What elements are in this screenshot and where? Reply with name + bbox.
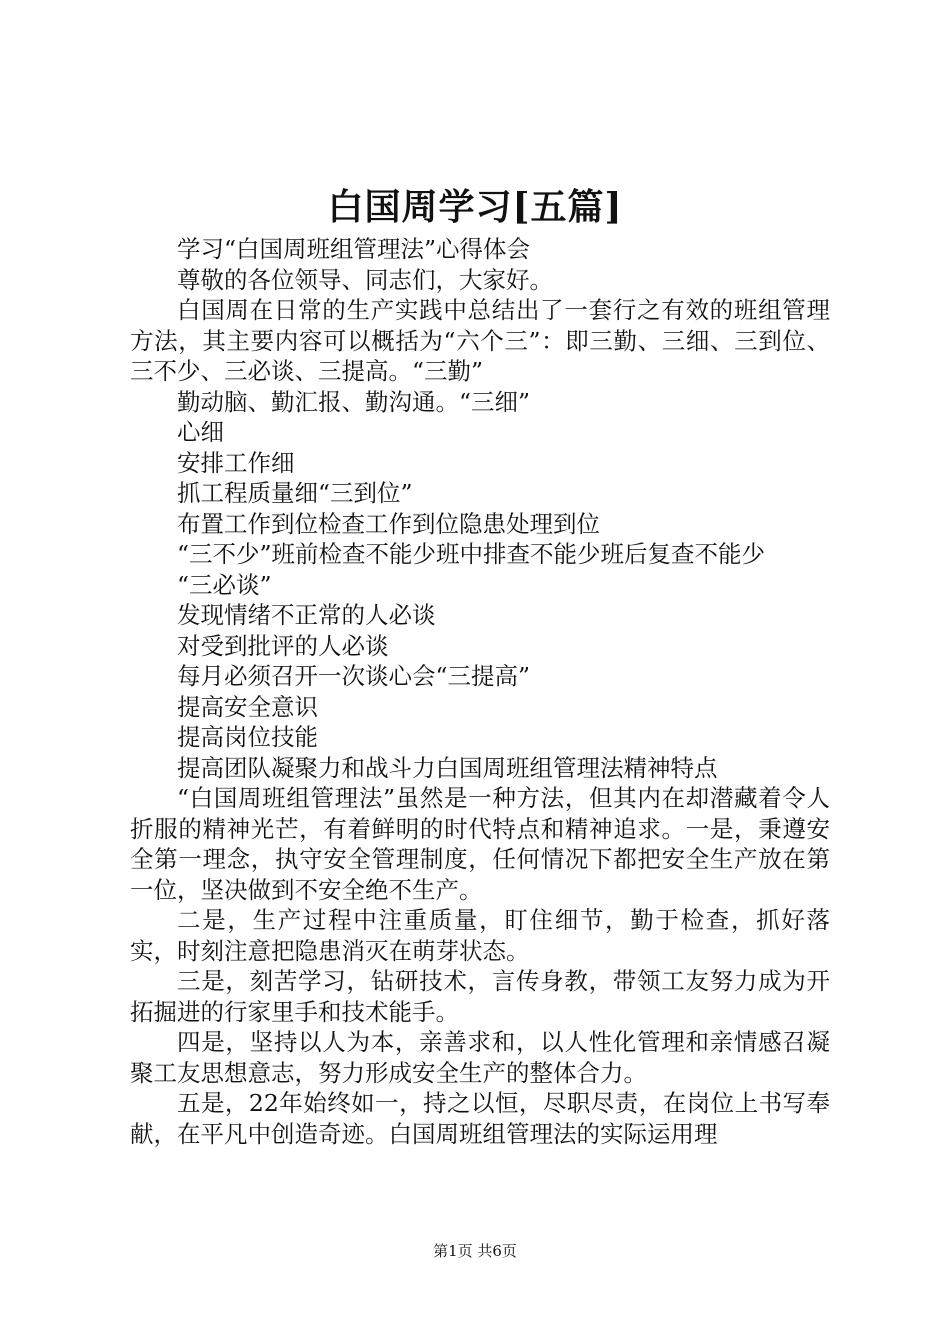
page-footer: 第1页 共6页 xyxy=(433,1242,517,1260)
paragraph: 安排工作细 xyxy=(177,448,295,477)
paragraph: “白国周班组管理法”虽然是一种方法，但其内在却潜藏着令人折服的精神光芒，有着鲜明的时代特点和精神追求。一是，秉遵安全第一理念，执守安全管理制度，任何情况下都把安全生产放在第一位，坚决做到不安全绝不生产。 xyxy=(130,784,830,904)
paragraph: 布置工作到位检查工作到位隐患处理到位 xyxy=(177,509,600,538)
paragraph: 尊敬的各位领导、同志们，大家好。 xyxy=(177,265,553,294)
paragraph: 二是，生产过程中注重质量，盯住细节，勤于检查，抓好落实，时刻注意把隐患消灭在萌芽状态。 xyxy=(130,906,830,965)
paragraph: 抓工程质量细“三到位” xyxy=(177,479,413,507)
paragraph: 心细 xyxy=(177,418,224,446)
paragraph: 三是，刻苦学习，钻研技术，言传身教，带领工友努力成为开拓掘进的行家里手和技术能手。 xyxy=(130,967,830,1026)
document-title: 白国周学习[五篇] xyxy=(327,186,623,228)
paragraph: 提高安全意识 xyxy=(177,692,318,721)
paragraph: 勤动脑、勤汇报、勤沟通。“三细” xyxy=(177,387,531,416)
paragraph: 发现情绪不正常的人必谈 xyxy=(177,601,436,629)
paragraph: “三不少”班前检查不能少班中排查不能少班后复查不能少 xyxy=(177,540,766,568)
paragraph: 提高岗位技能 xyxy=(177,723,318,751)
paragraph: 每月必须召开一次谈心会“三提高” xyxy=(177,662,531,690)
paragraph: 学习“白国周班组管理法”心得体会 xyxy=(177,235,531,263)
paragraph: 四是，坚持以人为本，亲善求和，以人性化管理和亲情感召凝聚工友思想意志，努力形成安全生产的整体合力。 xyxy=(130,1028,830,1087)
paragraph: 提高团队凝聚力和战斗力白国周班组管理法精神特点 xyxy=(177,753,718,782)
paragraph: “三必谈” xyxy=(177,570,272,599)
document-body xyxy=(130,234,830,1149)
paragraph: 五是，22年始终如一，持之以恒，尽职尽责，在岗位上书写奉献，在平凡中创造奇迹。白国周班组管理法的实际运用理 xyxy=(130,1089,830,1148)
paragraph: 白国周在日常的生产实践中总结出了一套行之有效的班组管理方法，其主要内容可以概括为“六个三”：即三勤、三细、三到位、三不少、三必谈、三提高。“三勤” xyxy=(130,296,830,385)
paragraph: 对受到批评的人必谈 xyxy=(177,631,389,660)
